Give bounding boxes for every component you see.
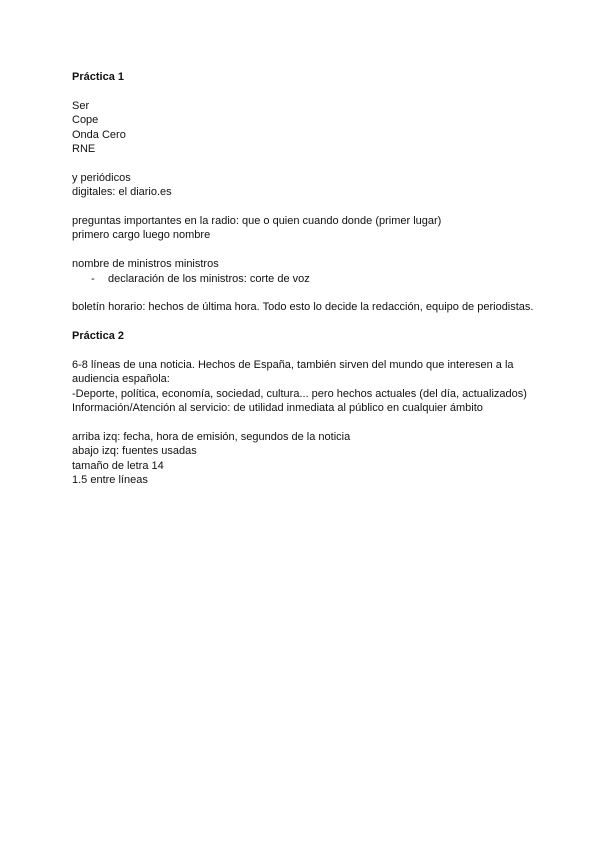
station-item: RNE	[72, 143, 96, 156]
preguntas-line: preguntas importantes en la radio: que o quien cuando donde (primer lugar)	[72, 215, 442, 228]
practica-2-heading: Práctica 2	[72, 330, 124, 343]
periodicos-line: y periódicos	[72, 171, 131, 184]
radio-stations-list	[72, 99, 542, 157]
periodicos-block	[72, 171, 542, 200]
format-line: arriba izq: fecha, hora de emisión, segundos de la noticia	[72, 431, 351, 444]
practica-1-heading: Práctica 1	[72, 71, 124, 83]
format-line: tamaño de letra 14	[72, 459, 164, 472]
boletin-paragraph: boletín horario: hechos de última hora. Todo esto lo decide la redacción, equipo de periodistas.	[72, 301, 534, 314]
ministros-block	[72, 257, 542, 286]
noticia-line: -Deporte, política, economía, sociedad, cultura... pero hechos actuales (del día, actualizados)	[72, 387, 527, 400]
bullet-text: declaración de los ministros: corte de voz	[108, 272, 310, 285]
document-page	[72, 70, 542, 502]
preguntas-block	[72, 214, 542, 243]
station-item: Onda Cero	[72, 128, 126, 141]
format-block	[72, 430, 542, 488]
noticia-line: 6-8 líneas de una noticia. Hechos de España, también sirven del mundo que interesen a la audiencia española:	[72, 359, 514, 386]
noticia-line: Información/Atención al servicio: de utilidad inmediata al público en cualquier ámbito	[72, 402, 483, 415]
station-item: Ser	[72, 99, 90, 112]
bullet-marker: -	[91, 272, 95, 285]
ministros-line: nombre de ministros ministros	[72, 258, 219, 271]
noticia-block	[72, 358, 542, 416]
preguntas-line: primero cargo luego nombre	[72, 229, 211, 242]
format-line: abajo izq: fuentes usadas	[72, 445, 197, 458]
station-item: Cope	[72, 114, 99, 127]
ministros-bullet-item	[91, 272, 542, 286]
format-line: 1.5 entre líneas	[72, 474, 148, 487]
periodicos-line: digitales: el diario.es	[72, 186, 172, 199]
